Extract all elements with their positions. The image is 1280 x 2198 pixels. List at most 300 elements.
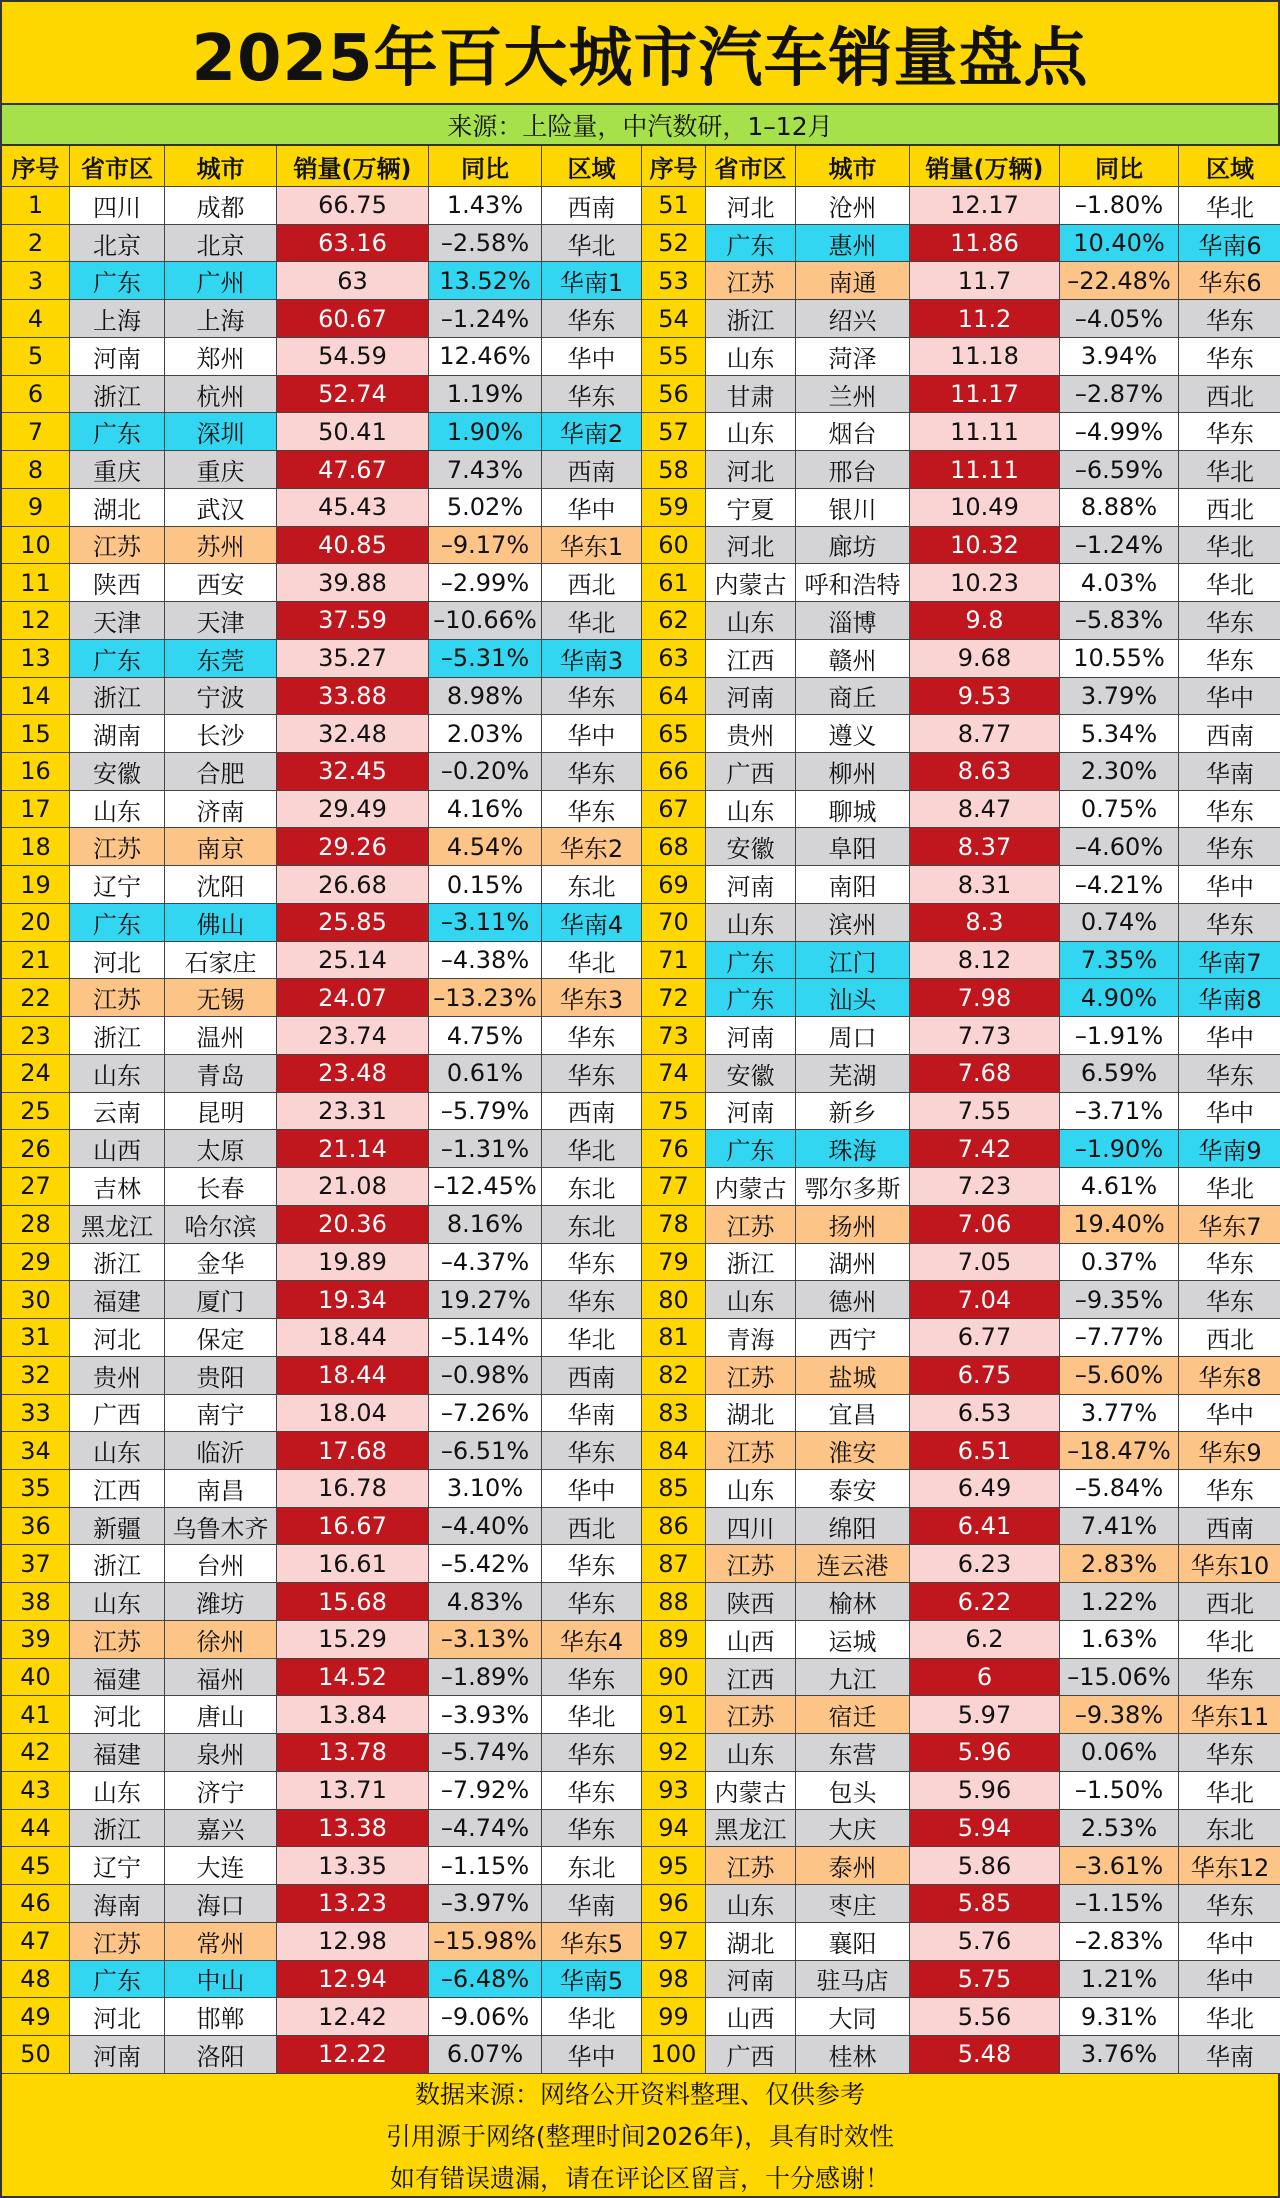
cell-province: 广东 — [70, 262, 165, 300]
cell-yoy: –4.05% — [1060, 300, 1179, 338]
cell-yoy: 9.31% — [1060, 1998, 1179, 2036]
cell-yoy: 4.75% — [429, 1017, 542, 1055]
cell-yoy: –5.84% — [1060, 1470, 1179, 1508]
cell-yoy: 1.90% — [429, 413, 542, 451]
cell-region: 华东 — [542, 1017, 642, 1055]
cell-rank: 31 — [2, 1319, 70, 1357]
cell-city: 深圳 — [165, 413, 277, 451]
cell-sales: 11.11 — [910, 451, 1060, 489]
cell-region: 西北 — [542, 1508, 642, 1546]
cell-region: 华南6 — [1179, 225, 1280, 263]
cell-sales: 63 — [277, 262, 429, 300]
cell-region: 华东 — [542, 1281, 642, 1319]
cell-province: 湖北 — [706, 1395, 796, 1433]
cell-rank: 97 — [642, 1923, 706, 1961]
cell-city: 大连 — [165, 1847, 277, 1885]
cell-yoy: –4.21% — [1060, 866, 1179, 904]
cell-region: 华中 — [1179, 1017, 1280, 1055]
cell-sales: 6.77 — [910, 1319, 1060, 1357]
cell-rank: 58 — [642, 451, 706, 489]
cell-region: 东北 — [542, 1168, 642, 1206]
cell-yoy: –13.23% — [429, 979, 542, 1017]
cell-city: 西宁 — [796, 1319, 910, 1357]
cell-city: 杭州 — [165, 376, 277, 414]
cell-province: 广东 — [706, 979, 796, 1017]
cell-city: 兰州 — [796, 376, 910, 414]
cell-yoy: –5.14% — [429, 1319, 542, 1357]
cell-city: 广州 — [165, 262, 277, 300]
cell-province: 河北 — [70, 1998, 165, 2036]
cell-sales: 39.88 — [277, 564, 429, 602]
cell-yoy: –4.38% — [429, 942, 542, 980]
cell-sales: 5.76 — [910, 1923, 1060, 1961]
cell-sales: 24.07 — [277, 979, 429, 1017]
cell-region: 西南 — [1179, 715, 1280, 753]
cell-city: 苏州 — [165, 527, 277, 565]
cell-rank: 41 — [2, 1696, 70, 1734]
cell-rank: 92 — [642, 1734, 706, 1772]
cell-yoy: –2.83% — [1060, 1923, 1179, 1961]
cell-province: 福建 — [70, 1281, 165, 1319]
cell-rank: 55 — [642, 338, 706, 376]
cell-province: 陕西 — [70, 564, 165, 602]
cell-city: 德州 — [796, 1281, 910, 1319]
cell-yoy: –5.74% — [429, 1734, 542, 1772]
cell-yoy: 4.16% — [429, 791, 542, 829]
cell-rank: 6 — [2, 376, 70, 414]
cell-rank: 64 — [642, 678, 706, 716]
cell-province: 河北 — [706, 527, 796, 565]
cell-sales: 8.63 — [910, 753, 1060, 791]
cell-yoy: 0.37% — [1060, 1244, 1179, 1282]
cell-city: 南宁 — [165, 1395, 277, 1433]
cell-province: 山东 — [706, 1885, 796, 1923]
cell-city: 沈阳 — [165, 866, 277, 904]
cell-rank: 38 — [2, 1583, 70, 1621]
cell-yoy: 10.40% — [1060, 225, 1179, 263]
cell-province: 山东 — [706, 791, 796, 829]
cell-sales: 60.67 — [277, 300, 429, 338]
cell-yoy: –3.97% — [429, 1885, 542, 1923]
cell-region: 华北 — [542, 1319, 642, 1357]
cell-region: 华南8 — [1179, 979, 1280, 1017]
cell-region: 西南 — [1179, 1508, 1280, 1546]
cell-rank: 42 — [2, 1734, 70, 1772]
cell-province: 黑龙江 — [70, 1206, 165, 1244]
cell-yoy: –7.26% — [429, 1395, 542, 1433]
cell-city: 惠州 — [796, 225, 910, 263]
cell-rank: 98 — [642, 1961, 706, 1999]
cell-rank: 15 — [2, 715, 70, 753]
cell-city: 哈尔滨 — [165, 1206, 277, 1244]
cell-city: 东莞 — [165, 640, 277, 678]
cell-sales: 7.23 — [910, 1168, 1060, 1206]
cell-province: 吉林 — [70, 1168, 165, 1206]
cell-sales: 7.06 — [910, 1206, 1060, 1244]
cell-rank: 29 — [2, 1244, 70, 1282]
cell-province: 湖南 — [70, 715, 165, 753]
cell-province: 辽宁 — [70, 1847, 165, 1885]
cell-province: 江苏 — [706, 1357, 796, 1395]
cell-sales: 47.67 — [277, 451, 429, 489]
cell-rank: 7 — [2, 413, 70, 451]
cell-province: 内蒙古 — [706, 1772, 796, 1810]
cell-city: 上海 — [165, 300, 277, 338]
cell-rank: 68 — [642, 828, 706, 866]
cell-region: 华东11 — [1179, 1696, 1280, 1734]
cell-rank: 21 — [2, 942, 70, 980]
cell-province: 河南 — [706, 678, 796, 716]
cell-city: 常州 — [165, 1923, 277, 1961]
header-province: 省市区 — [70, 146, 165, 187]
cell-city: 济宁 — [165, 1772, 277, 1810]
cell-rank: 83 — [642, 1395, 706, 1433]
cell-region: 西南 — [542, 187, 642, 225]
cell-yoy: –2.58% — [429, 225, 542, 263]
footer-notes — [0, 2074, 1280, 2198]
cell-province: 山东 — [706, 413, 796, 451]
cell-province: 浙江 — [70, 376, 165, 414]
cell-region: 西北 — [1179, 489, 1280, 527]
cell-sales: 16.61 — [277, 1545, 429, 1583]
cell-city: 厦门 — [165, 1281, 277, 1319]
cell-rank: 80 — [642, 1281, 706, 1319]
cell-yoy: 3.79% — [1060, 678, 1179, 716]
cell-city: 长春 — [165, 1168, 277, 1206]
cell-city: 太原 — [165, 1130, 277, 1168]
cell-province: 广东 — [706, 1130, 796, 1168]
cell-sales: 25.85 — [277, 904, 429, 942]
cell-region: 西北 — [1179, 1583, 1280, 1621]
cell-sales: 10.23 — [910, 564, 1060, 602]
cell-yoy: 6.07% — [429, 2036, 542, 2074]
cell-region: 华北 — [1179, 564, 1280, 602]
cell-region: 西南 — [542, 451, 642, 489]
cell-sales: 26.68 — [277, 866, 429, 904]
cell-city: 济南 — [165, 791, 277, 829]
cell-rank: 45 — [2, 1847, 70, 1885]
cell-rank: 18 — [2, 828, 70, 866]
cell-province: 江苏 — [70, 979, 165, 1017]
cell-rank: 22 — [2, 979, 70, 1017]
cell-province: 湖北 — [706, 1923, 796, 1961]
cell-yoy: 1.43% — [429, 187, 542, 225]
cell-region: 华中 — [1179, 1395, 1280, 1433]
cell-region: 华中 — [542, 2036, 642, 2074]
cell-rank: 32 — [2, 1357, 70, 1395]
cell-region: 华东 — [542, 1055, 642, 1093]
cell-sales: 17.68 — [277, 1432, 429, 1470]
cell-region: 华南2 — [542, 413, 642, 451]
cell-city: 宁波 — [165, 678, 277, 716]
cell-sales: 19.34 — [277, 1281, 429, 1319]
cell-province: 江苏 — [706, 1545, 796, 1583]
cell-region: 华南1 — [542, 262, 642, 300]
cell-province: 山东 — [706, 602, 796, 640]
cell-city: 佛山 — [165, 904, 277, 942]
cell-rank: 81 — [642, 1319, 706, 1357]
cell-region: 华东 — [542, 1545, 642, 1583]
cell-rank: 93 — [642, 1772, 706, 1810]
cell-sales: 21.08 — [277, 1168, 429, 1206]
cell-yoy: 4.61% — [1060, 1168, 1179, 1206]
cell-yoy: 3.77% — [1060, 1395, 1179, 1433]
cell-rank: 25 — [2, 1093, 70, 1131]
cell-rank: 27 — [2, 1168, 70, 1206]
cell-province: 山东 — [706, 1281, 796, 1319]
cell-province: 河北 — [70, 1696, 165, 1734]
cell-city: 周口 — [796, 1017, 910, 1055]
cell-rank: 47 — [2, 1923, 70, 1961]
cell-yoy: –1.80% — [1060, 187, 1179, 225]
cell-sales: 9.8 — [910, 602, 1060, 640]
cell-sales: 18.44 — [277, 1319, 429, 1357]
cell-rank: 69 — [642, 866, 706, 904]
cell-yoy: –9.06% — [429, 1998, 542, 2036]
cell-province: 河南 — [70, 338, 165, 376]
cell-sales: 14.52 — [277, 1659, 429, 1697]
cell-region: 华北 — [542, 942, 642, 980]
cell-sales: 6.41 — [910, 1508, 1060, 1546]
cell-sales: 8.77 — [910, 715, 1060, 753]
cell-yoy: 19.27% — [429, 1281, 542, 1319]
cell-sales: 11.17 — [910, 376, 1060, 414]
cell-yoy: –4.37% — [429, 1244, 542, 1282]
cell-city: 湖州 — [796, 1244, 910, 1282]
cell-province: 贵州 — [706, 715, 796, 753]
cell-city: 烟台 — [796, 413, 910, 451]
cell-city: 菏泽 — [796, 338, 910, 376]
cell-region: 华东 — [1179, 602, 1280, 640]
cell-region: 东北 — [1179, 1810, 1280, 1848]
cell-province: 湖北 — [70, 489, 165, 527]
cell-sales: 9.68 — [910, 640, 1060, 678]
cell-rank: 79 — [642, 1244, 706, 1282]
cell-city: 桂林 — [796, 2036, 910, 2074]
cell-province: 黑龙江 — [706, 1810, 796, 1848]
cell-city: 连云港 — [796, 1545, 910, 1583]
cell-sales: 16.67 — [277, 1508, 429, 1546]
cell-yoy: –6.59% — [1060, 451, 1179, 489]
cell-rank: 94 — [642, 1810, 706, 1848]
cell-sales: 5.48 — [910, 2036, 1060, 2074]
cell-rank: 14 — [2, 678, 70, 716]
cell-province: 陕西 — [706, 1583, 796, 1621]
cell-rank: 53 — [642, 262, 706, 300]
cell-yoy: –6.51% — [429, 1432, 542, 1470]
cell-yoy: –3.93% — [429, 1696, 542, 1734]
cell-region: 东北 — [542, 1847, 642, 1885]
header-sales: 销量(万辆) — [910, 146, 1060, 187]
cell-region: 华北 — [542, 225, 642, 263]
cell-province: 安徽 — [706, 1055, 796, 1093]
cell-province: 河北 — [70, 1319, 165, 1357]
cell-province: 宁夏 — [706, 489, 796, 527]
cell-region: 华东 — [1179, 1659, 1280, 1697]
cell-province: 安徽 — [70, 753, 165, 791]
cell-province: 广西 — [70, 1395, 165, 1433]
cell-province: 浙江 — [70, 1017, 165, 1055]
cell-city: 大同 — [796, 1998, 910, 2036]
cell-yoy: –9.38% — [1060, 1696, 1179, 1734]
cell-city: 扬州 — [796, 1206, 910, 1244]
cell-region: 华中 — [542, 489, 642, 527]
cell-province: 浙江 — [706, 1244, 796, 1282]
cell-sales: 12.17 — [910, 187, 1060, 225]
cell-yoy: 1.63% — [1060, 1621, 1179, 1659]
cell-city: 成都 — [165, 187, 277, 225]
cell-rank: 66 — [642, 753, 706, 791]
cell-province: 河南 — [706, 1093, 796, 1131]
cell-yoy: 0.06% — [1060, 1734, 1179, 1772]
cell-city: 驻马店 — [796, 1961, 910, 1999]
cell-sales: 10.32 — [910, 527, 1060, 565]
cell-rank: 43 — [2, 1772, 70, 1810]
cell-region: 华中 — [1179, 1093, 1280, 1131]
cell-rank: 73 — [642, 1017, 706, 1055]
cell-yoy: 7.41% — [1060, 1508, 1179, 1546]
cell-rank: 50 — [2, 2036, 70, 2074]
cell-region: 华北 — [1179, 187, 1280, 225]
cell-yoy: 1.21% — [1060, 1961, 1179, 1999]
cell-city: 金华 — [165, 1244, 277, 1282]
cell-region: 华东3 — [542, 979, 642, 1017]
cell-sales: 13.38 — [277, 1810, 429, 1848]
cell-province: 山西 — [706, 1998, 796, 2036]
cell-rank: 90 — [642, 1659, 706, 1697]
cell-region: 华南 — [1179, 753, 1280, 791]
cell-city: 呼和浩特 — [796, 564, 910, 602]
cell-yoy: –4.60% — [1060, 828, 1179, 866]
cell-region: 华东 — [542, 376, 642, 414]
cell-province: 河南 — [706, 1961, 796, 1999]
cell-rank: 59 — [642, 489, 706, 527]
cell-region: 华东 — [542, 1810, 642, 1848]
cell-province: 江苏 — [706, 1206, 796, 1244]
cell-rank: 70 — [642, 904, 706, 942]
cell-province: 江西 — [706, 1659, 796, 1697]
cell-yoy: 2.30% — [1060, 753, 1179, 791]
cell-sales: 9.53 — [910, 678, 1060, 716]
cell-rank: 1 — [2, 187, 70, 225]
cell-city: 绵阳 — [796, 1508, 910, 1546]
cell-yoy: 3.10% — [429, 1470, 542, 1508]
cell-province: 安徽 — [706, 828, 796, 866]
cell-rank: 78 — [642, 1206, 706, 1244]
cell-sales: 5.85 — [910, 1885, 1060, 1923]
cell-sales: 32.48 — [277, 715, 429, 753]
cell-yoy: 2.53% — [1060, 1810, 1179, 1848]
cell-province: 内蒙古 — [706, 564, 796, 602]
cell-city: 邯郸 — [165, 1998, 277, 2036]
cell-yoy: 0.75% — [1060, 791, 1179, 829]
cell-city: 北京 — [165, 225, 277, 263]
cell-province: 江苏 — [70, 828, 165, 866]
cell-province: 江苏 — [706, 1847, 796, 1885]
cell-province: 浙江 — [70, 1244, 165, 1282]
cell-city: 汕头 — [796, 979, 910, 1017]
cell-rank: 61 — [642, 564, 706, 602]
cell-region: 华东 — [542, 1659, 642, 1697]
cell-province: 河北 — [706, 187, 796, 225]
cell-sales: 66.75 — [277, 187, 429, 225]
cell-rank: 84 — [642, 1432, 706, 1470]
cell-sales: 23.48 — [277, 1055, 429, 1093]
cell-yoy: 2.83% — [1060, 1545, 1179, 1583]
cell-region: 华东2 — [542, 828, 642, 866]
cell-rank: 11 — [2, 564, 70, 602]
cell-city: 南昌 — [165, 1470, 277, 1508]
cell-sales: 6.75 — [910, 1357, 1060, 1395]
cell-sales: 6.53 — [910, 1395, 1060, 1433]
cell-sales: 6.51 — [910, 1432, 1060, 1470]
cell-sales: 52.74 — [277, 376, 429, 414]
cell-yoy: 19.40% — [1060, 1206, 1179, 1244]
cell-rank: 74 — [642, 1055, 706, 1093]
cell-city: 长沙 — [165, 715, 277, 753]
cell-rank: 16 — [2, 753, 70, 791]
cell-rank: 63 — [642, 640, 706, 678]
header-yoy: 同比 — [429, 146, 542, 187]
cell-sales: 7.68 — [910, 1055, 1060, 1093]
cell-region: 华北 — [1179, 1621, 1280, 1659]
cell-rank: 99 — [642, 1998, 706, 2036]
cell-yoy: –18.47% — [1060, 1432, 1179, 1470]
cell-yoy: –4.40% — [429, 1508, 542, 1546]
cell-city: 石家庄 — [165, 942, 277, 980]
cell-province: 广东 — [70, 413, 165, 451]
cell-province: 山东 — [70, 1055, 165, 1093]
cell-sales: 12.22 — [277, 2036, 429, 2074]
cell-province: 江苏 — [70, 1923, 165, 1961]
cell-region: 华东9 — [1179, 1432, 1280, 1470]
cell-region: 华北 — [542, 1696, 642, 1734]
cell-province: 山西 — [706, 1621, 796, 1659]
cell-region: 华北 — [1179, 1998, 1280, 2036]
cell-rank: 87 — [642, 1545, 706, 1583]
cell-region: 华东7 — [1179, 1206, 1280, 1244]
cell-city: 宜昌 — [796, 1395, 910, 1433]
cell-rank: 9 — [2, 489, 70, 527]
cell-sales: 11.7 — [910, 262, 1060, 300]
cell-city: 邢台 — [796, 451, 910, 489]
cell-rank: 60 — [642, 527, 706, 565]
source-subtitle: 来源：上险量，中汽数研，1–12月 — [0, 103, 1280, 146]
cell-city: 合肥 — [165, 753, 277, 791]
cell-yoy: 13.52% — [429, 262, 542, 300]
cell-yoy: 12.46% — [429, 338, 542, 376]
cell-province: 江苏 — [706, 1432, 796, 1470]
cell-yoy: 3.94% — [1060, 338, 1179, 376]
cell-province: 山东 — [706, 338, 796, 376]
cell-province: 重庆 — [70, 451, 165, 489]
header-rank: 序号 — [642, 146, 706, 187]
sales-table — [0, 146, 1280, 2074]
cell-region: 华中 — [1179, 1923, 1280, 1961]
cell-province: 广东 — [706, 942, 796, 980]
cell-yoy: 8.16% — [429, 1206, 542, 1244]
cell-region: 华东 — [1179, 1281, 1280, 1319]
cell-region: 华北 — [1179, 1168, 1280, 1206]
cell-yoy: –12.45% — [429, 1168, 542, 1206]
cell-yoy: –5.42% — [429, 1545, 542, 1583]
cell-region: 华北 — [542, 602, 642, 640]
page-title: 2025年百大城市汽车销量盘点 — [0, 0, 1280, 103]
cell-region: 华东 — [542, 1432, 642, 1470]
cell-province: 山东 — [70, 1583, 165, 1621]
cell-rank: 4 — [2, 300, 70, 338]
cell-region: 西北 — [1179, 376, 1280, 414]
